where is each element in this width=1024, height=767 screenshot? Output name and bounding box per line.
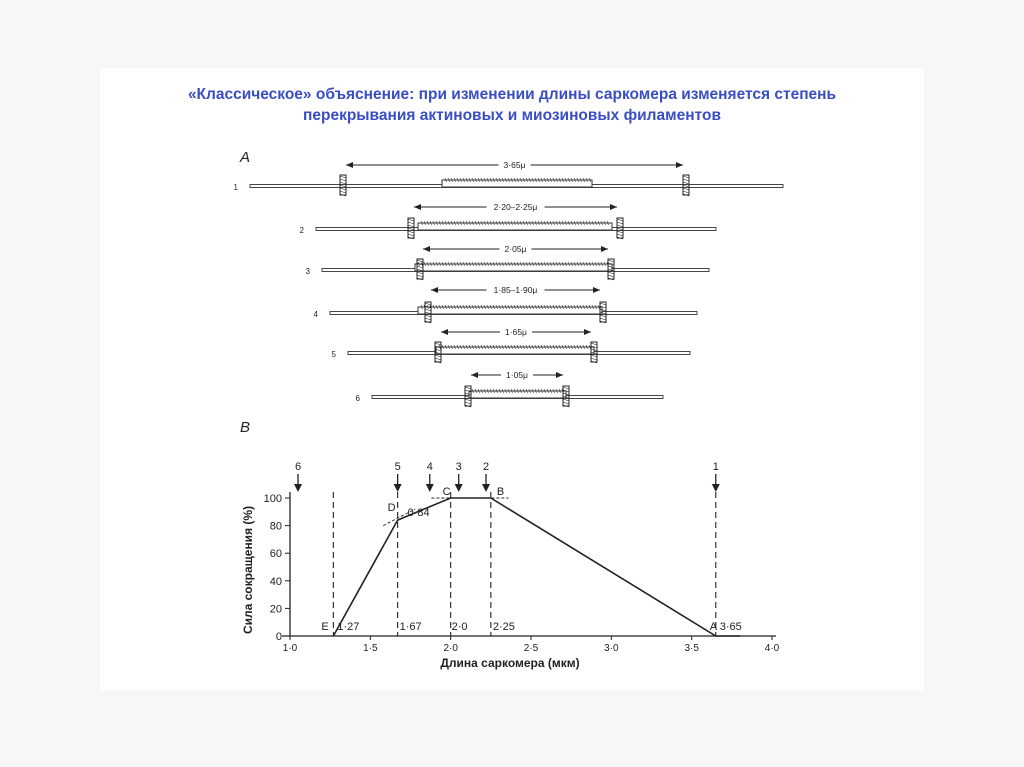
length-label: 1·65μ — [505, 327, 527, 337]
length-label: 1·05μ — [506, 370, 528, 380]
x-axis-label: Длина саркомера (мкм) — [440, 656, 580, 670]
x-tick-label: 1·0 — [282, 643, 298, 654]
length-label: 3·65μ — [503, 160, 526, 170]
point-annotation: 1·27 — [337, 621, 360, 633]
row-number: 4 — [313, 310, 318, 319]
point-annotation: 3·65 — [719, 621, 742, 633]
row-number: 5 — [331, 350, 336, 359]
y-tick-label: 60 — [269, 548, 282, 561]
arrow-marker-head — [482, 484, 490, 492]
arrow-marker-head — [294, 484, 302, 492]
point-annotation: B — [496, 486, 505, 498]
title-line-1: «Классическое» объяснение: при изменении длины саркомера изменяется степень — [187, 86, 837, 103]
y-tick-label: 40 — [269, 575, 282, 588]
y-tick-label: 100 — [263, 493, 282, 505]
point-annotation: 2·25 — [492, 621, 515, 633]
force-curve — [333, 498, 739, 636]
arrow-marker-label: 3 — [455, 461, 462, 473]
panel-b-label: B — [240, 419, 251, 436]
point-annotation: 2·0 — [451, 621, 468, 633]
y-tick-label: 0 — [275, 631, 282, 643]
y-axis-label: Сила сокращения (%) — [241, 505, 255, 635]
row-number: 1 — [233, 183, 238, 192]
arrow-marker-head — [394, 484, 402, 492]
arrow-marker-label: 2 — [482, 461, 490, 473]
arrow-marker-label: 6 — [294, 461, 302, 473]
point-annotation: C — [442, 486, 451, 498]
length-label: 1·85–1·90μ — [493, 285, 538, 295]
x-tick-label: 4·0 — [764, 643, 780, 654]
x-tick-label: 1·5 — [363, 643, 378, 654]
point-annotation: D — [387, 502, 396, 515]
point-annotation: 0·84 — [407, 507, 430, 520]
row-number: 3 — [305, 267, 310, 276]
x-tick-label: 3·0 — [604, 643, 619, 654]
length-label: 2·05μ — [504, 244, 527, 254]
title-line-2: перекрывания актиновых и миозиновых филаментов — [303, 107, 721, 124]
point-annotation: 1·67 — [399, 621, 422, 633]
arrow-marker-label: 4 — [426, 461, 433, 473]
panel-a-label: A — [240, 149, 251, 166]
x-tick-label: 3·5 — [684, 643, 699, 654]
x-tick-label: 2·0 — [443, 643, 458, 654]
point-annotation: E — [321, 621, 329, 633]
y-tick-label: 80 — [269, 520, 282, 533]
point-annotation: A — [709, 621, 718, 633]
arrow-marker-label: 1 — [712, 461, 719, 473]
x-tick-label: 2·5 — [523, 643, 539, 654]
length-label: 2·20–2·25μ — [493, 202, 538, 212]
arrow-marker-label: 5 — [394, 461, 401, 473]
arrow-marker-head — [455, 484, 463, 492]
arrow-marker-head — [426, 484, 434, 492]
row-number: 2 — [299, 226, 304, 235]
row-number: 6 — [355, 394, 360, 403]
arrow-marker-head — [712, 484, 720, 492]
y-tick-label: 20 — [269, 603, 282, 616]
